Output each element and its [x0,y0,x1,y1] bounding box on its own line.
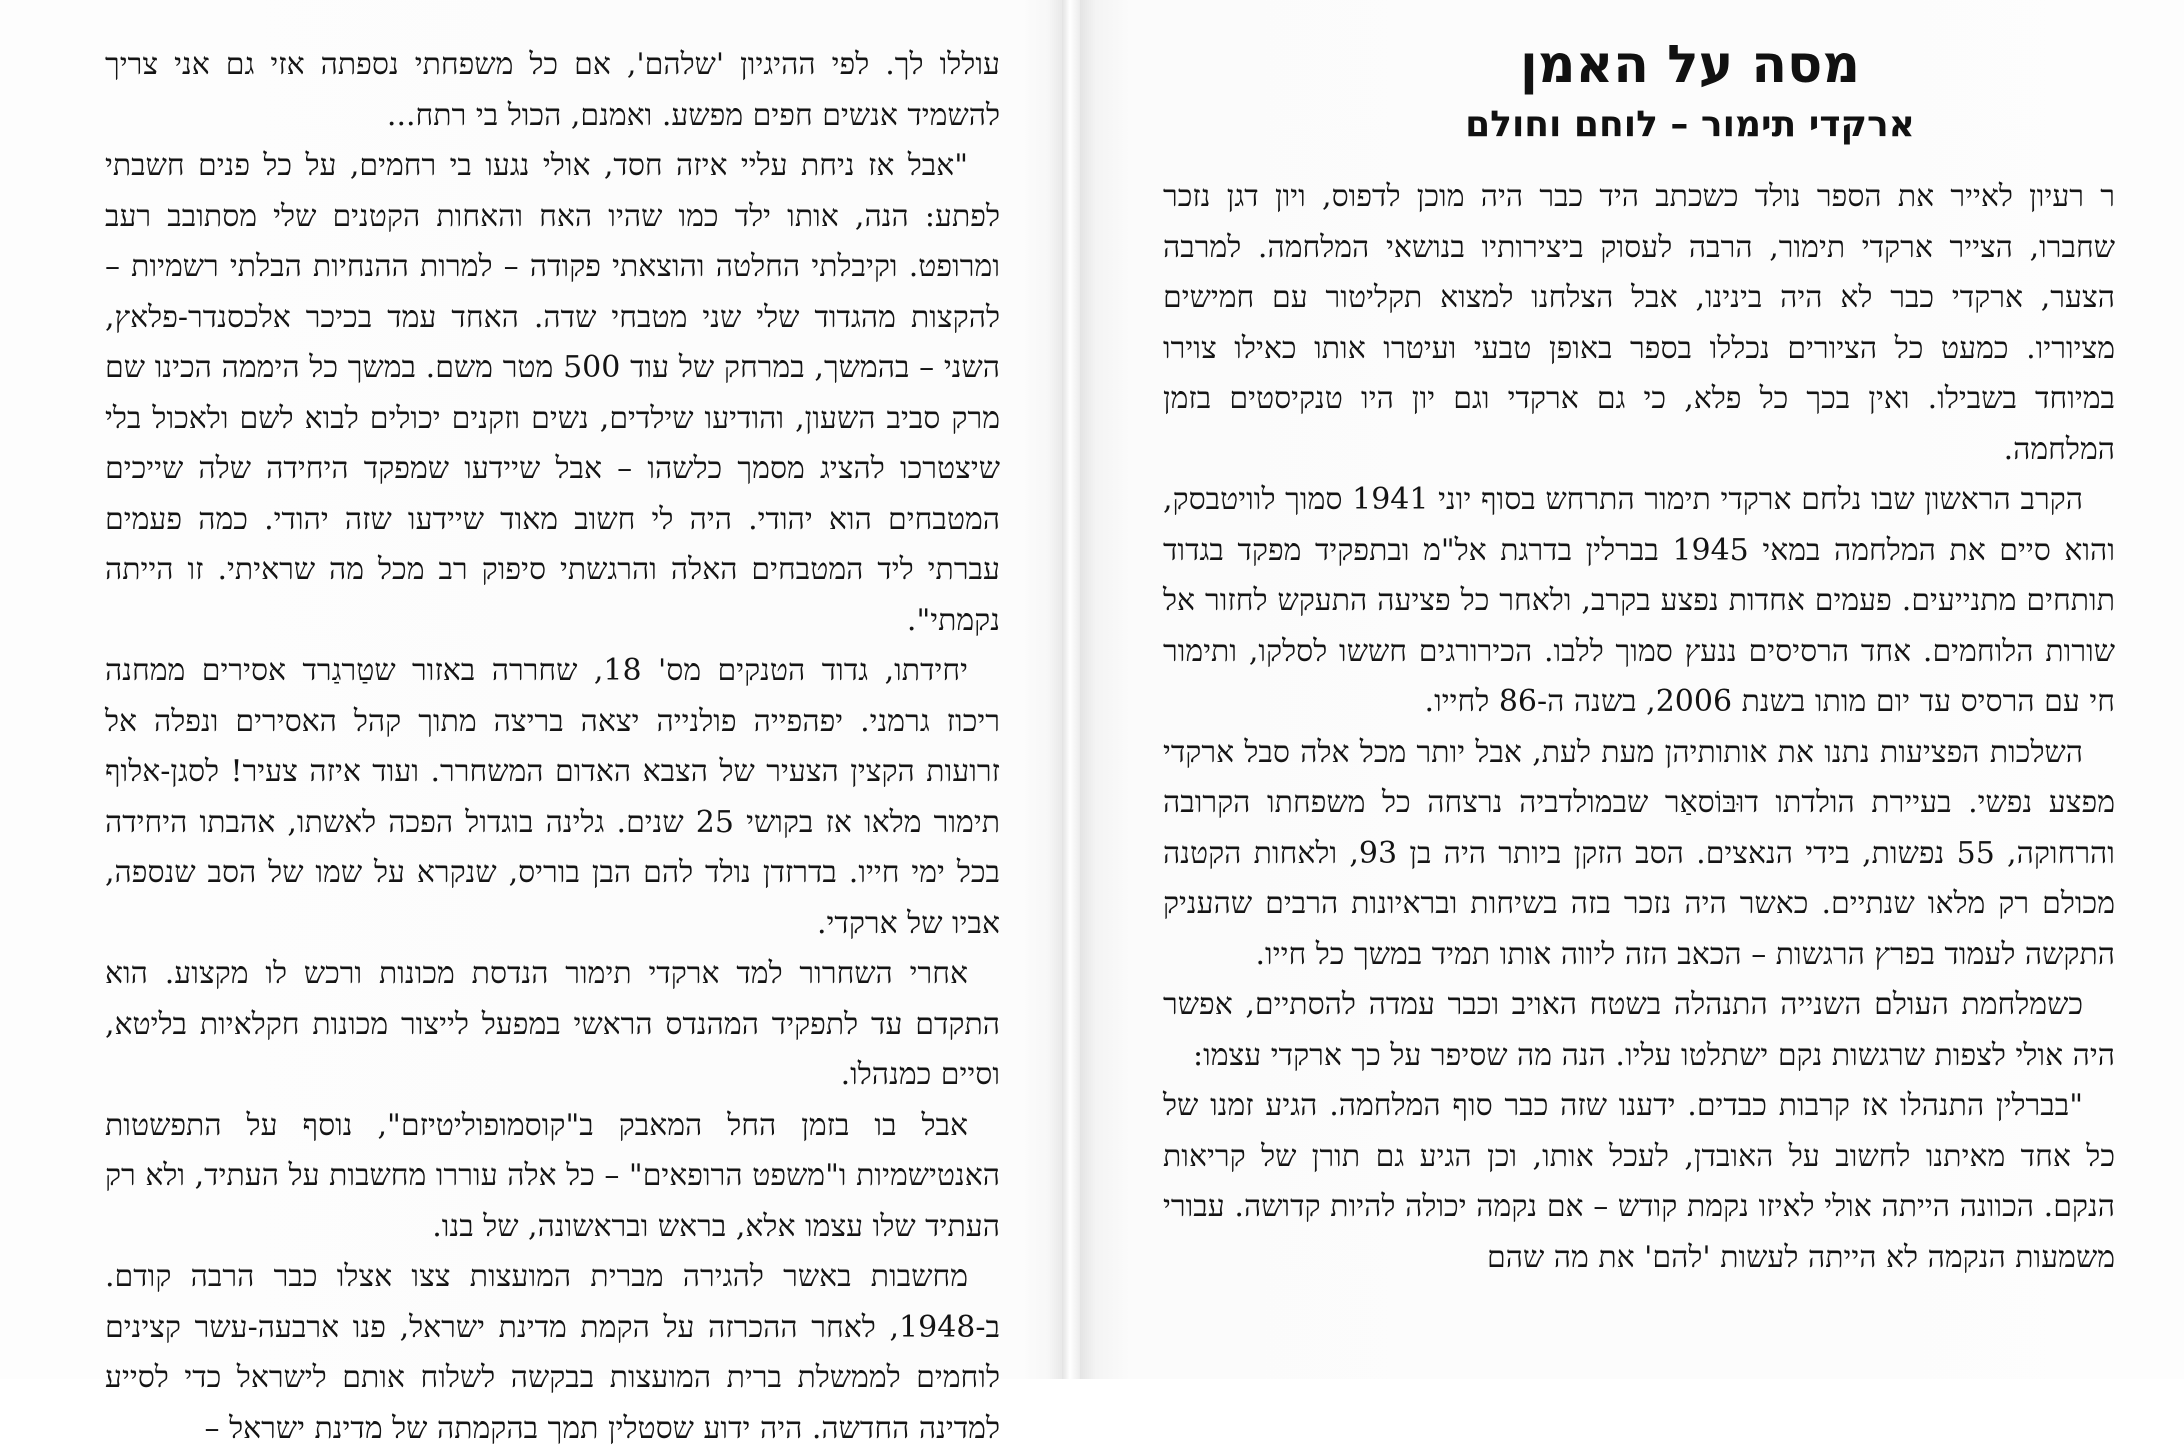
right-page [1080,0,2184,1379]
paragraph: ר רעיון לאייר את הספר נולד כשכתב היד כבר היה מוכן לדפוס, ויון דגן נזכר שחברו, הצייר ארקדי תימור, הרבה לעסוק ביצירותיו בנושאי המלחמה. למרבה הצער, ארקדי כבר לא היה בינינו, אבל הצלחנו למצוא תקליטור עם חמישים מציוריו. כמעט כל הציורים נכללו בספר באופן טבעי ועיטרו אותו כאילו צוירו במיוחד בשבילו. ואין בכך כל פלא, כי גם ארקדי וגם יון היו טנקיסטים בזמן המלחמה. [1163,179,2115,467]
left-page [0,0,1062,1446]
left-page-body [105,40,1000,1454]
paragraph: השלכות הפציעות נתנו את אותותיהן מעת לעת, אבל יותר מכל אלה סבל ארקדי מפצע נפשי. בעיירת הולדתו דוּבּוֹסאַר שבמולדביה נרצחה כל משפחתו הקרובה והרחוקה, 55 נפשות, בידי הנאצים. הסב הזקן ביותר היה בן 93, ולאחות הקטנה מכולם רק מלאו שנתיים. כאשר היה נזכר בזה בשיחות ובראיונות הרבים שהעניק התקשה לעמוד בפרץ הרגשות – הכאב הזה ליווה אותו תמיד במשך כל חייו. [1163,734,2115,972]
page-title: מסה על האמן [1519,35,1861,95]
paragraph: אבל בו בזמן החל המאבק ב"קוסמופוליטיזם", נוסף על התפשטות האנטישמיות ו"משפט הרופאים" – כל אלה עוררו מחשבות על העתיד, ולא רק העתיד שלו עצמו אלא, בראש ובראשונה, של בנו. [105,1107,1000,1244]
paragraph: יחידתו, גדוד הטנקים מס' 18, שחררה באזור שטַרגַרד אסירים ממחנה ריכוז גרמני. יפהפייה פולנייה יצאה בריצה מתוך קהל האסירים ונפלה אל זרועות הקצין הצעיר של הצבא האדום המשחרר. ועוד איזה צעיר! לסגן-אלוף תימור מלאו אז בקושי 25 שנים. גלינה בוגדול הפכה לאשתו, אהבתו היחידה בכל ימי חייו. בדרזדן נולד להם הבן בוריס, שנקרא על שמו של הסב שנספה, אביו של ארקדי. [105,653,1000,941]
paragraph: מחשבות באשר להגירה מברית המועצות צצו אצלו כבר הרבה קודם. ב-1948, לאחר ההכרזה על הקמת מדינת ישראל, פנו ארבעה-עשר קצינים לוחמים לממשלת ברית המועצות בבקשה לשלוח אותם לישראל כדי לסייע למדינה החדשה. היה ידוע שסטלין תמך בהקמתה של מדינת ישראל – [105,1259,1000,1446]
page-subtitle: ארקדי תימור – לוחם וחולם [1465,104,1915,145]
paragraph: אחרי השחרור למד ארקדי תימור הנדסת מכונות ורכש לו מקצוע. הוא התקדם עד לתפקיד המהנדס הראשי במפעל לייצור מכונות חקלאיות בליטא, וסיים כמנהלו. [105,956,1000,1092]
paragraph: עוללו לך. לפי ההיגיון 'שלהם', אם כל משפחתי נספתה אזי גם אני צריך להשמיד אנשים חפים מפשע. ואמנם, הכול בי רתח... [105,47,1000,133]
right-page-body [1163,172,2115,1283]
paragraph: "בברלין התנהלו אז קרבות כבדים. ידענו שזה כבר סוף המלחמה. הגיע זמנו של כל אחד מאיתנו לחשוב על האובדן, לעכל אותו, וכן הגיע גם תורן של קריאות הנקם. הכוונה הייתה אולי לאיזו נקמת קודש – אם נקמה יכולה להיות קדושה. עבורי משמעות הנקמה לא הייתה לעשות 'להם' את מה שהם [1163,1088,2115,1275]
paragraph: "אבל אז ניחת עליי איזה חסד, אולי נגעו בי רחמים, על כל פנים חשבתי לפתע: הנה, אותו ילד כמו שהיו האח והאחות הקטנים שלי מסתובב רעב ומרופט. וקיבלתי החלטה והוצאתי פקודה – למרות ההנחיות הבלתי רשמיות – להקצות מהגדוד שלי שני מטבחי שדה. האחד עמד בכיכר אלכסנדר-פלאץ, השני – בהמשך, במרחק של עוד 500 מטר משם. במשך כל היממה הכינו שם מרק סביב השעון, והודיעו שילדים, נשים וזקנים יכולים לבוא לשם ולאכול בלי שיצטרכו להציג מסמך כלשהו – אבל שיידעו שמפקד היחידה שלה שייכים המטבחים הוא יהודי. היה לי חשוב מאוד שיידעו שזה יהודי. כמה פעמים עברתי ליד המטבחים האלה והרגשתי סיפוק רב מכל מה שראיתי. זו הייתה נקמתי". [105,148,1000,638]
paragraph: כשמלחמת העולם השנייה התנהלה בשטח האויב וכבר עמדה להסתיים, אפשר היה אולי לצפות שרגשות נקם ישתלטו עליו. הנה מה שסיפר על כך ארקדי עצמו: [1163,987,2115,1073]
paragraph: הקרב הראשון שבו נלחם ארקדי תימור התרחש בסוף יוני 1941 סמוך לוויטבסק, והוא סיים את המלחמה במאי 1945 בברלין בדרגת אל"מ ובתפקיד מפקד בגדוד תותחים מתנייעים. פעמים אחדות נפצע בקרב, ולאחר כל פציעה התעקש לחזור אל שורות הלוחמים. אחד הרסיסים ננעץ סמוך ללבו. הכירורגים חששו לסלקו, ותימור חי עם הרסיס עד יום מותו בשנת 2006, בשנה ה-86 לחייו. [1163,482,2115,719]
book-gutter [1062,0,1080,1379]
